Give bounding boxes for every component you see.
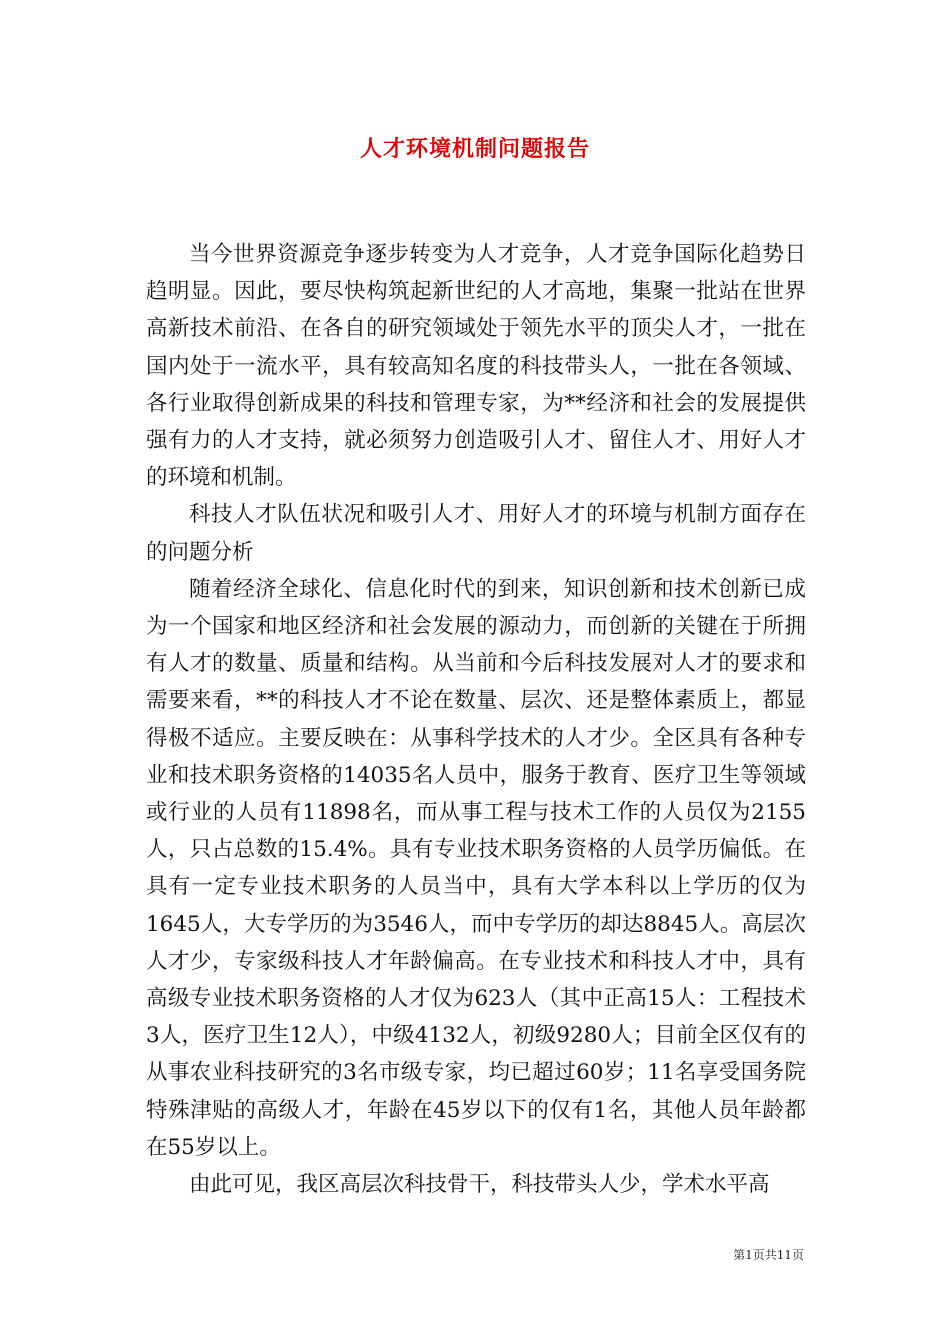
paragraph: 当今世界资源竞争逐步转变为人才竞争，人才竞争国际化趋势日趋明显。因此，要尽快构筑起新世纪的人才高地，集聚一批站在世界高新技术前沿、在各自的研究领域处于领先水平的顶尖人才，一批在国内处于一流水平，具有较高知名度的科技带头人，一批在各领域、各行业取得创新成果的科技和管理专家，为**经济和社会的发展提供强有力的人才支持，就必须努力创造吸引人才、留住人才、用好人才的环境和机制。 <box>146 242 806 491</box>
paragraph: 科技人才队伍状况和吸引人才、用好人才的环境与机制方面存在的问题分析 <box>146 502 806 565</box>
paragraph: 由此可见，我区高层次科技骨干，科技带头人少，学术水平高 <box>189 1172 770 1198</box>
page-footer: 第1页共11页 <box>733 1248 804 1262</box>
document-title: 人才环境机制问题报告 <box>359 136 590 162</box>
paragraph: 随着经济全球化、信息化时代的到来，知识创新和技术创新已成为一个国家和地区经济和社会发展的源动力，而创新的关键在于所拥有人才的数量、质量和结构。从当前和今后科技发展对人才的要求和需要来看，**的科技人才不论在数量、层次、还是整体素质上，都显得极不适应。主要反映在：从事科学技术的人才少。全区具有各种专业和技术职务资格的14035名人员中，服务于教育、医疗卫生等领域或行业的人员有11898名，而从事工程与技术工作的人员仅为2155人，只占总数的15.4%。具有专业技术职务资格的人员学历偏低。在具有一定专业技术职务的人员当中，具有大学本科以上学历的仅为1645人，大专学历的为3546人，而中专学历的却达8845人。高层次人才少，专家级科技人才年龄偏高。在专业技术和科技人才中，具有高级专业技术职务资格的人才仅为623人（其中正高15人：工程技术3人，医疗卫生12人），中级4132人，初级9280人；目前全区仅有的从事农业科技研究的3名市级专家，均已超过60岁；11名享受国务院特殊津贴的高级人才，年龄在45岁以下的仅有1名，其他人员年龄都在55岁以上。 <box>146 576 806 1160</box>
document-body <box>146 236 806 1203</box>
